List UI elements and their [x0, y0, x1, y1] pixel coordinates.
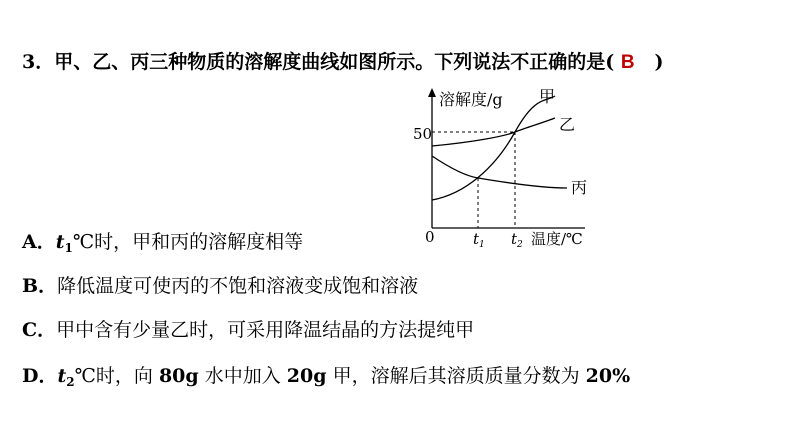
question-stem [22, 50, 663, 75]
x-tick-label-t2: $t_2$ [511, 230, 523, 250]
series-label-jia: 甲 [539, 87, 556, 106]
curve-bing [432, 156, 567, 188]
option-a-temp-symbol: t [55, 231, 65, 253]
option-d: D．$t_2℃$时，向 80g 水中加入 20g 甲，溶解后其溶质质量分数为 20% [22, 365, 631, 389]
option-b-text: 降低温度可使丙的不饱和溶液变成饱和溶液 [57, 275, 419, 297]
option-c-text: 甲中含有少量乙时，可采用降温结晶的方法提纯甲 [56, 319, 475, 341]
curve-jia [432, 96, 555, 200]
series-label-yi: 乙 [559, 115, 576, 134]
option-d-temp-symbol: t [57, 365, 67, 387]
y-axis-arrow [428, 88, 436, 97]
question-number: 3 [22, 51, 36, 73]
option-a-text: ℃时，甲和丙的溶解度相等 [72, 231, 304, 253]
y-tick-label-50: 50 [413, 125, 433, 143]
question-text: 甲、乙、丙三种物质的溶解度曲线如图所示。下列说法不正确的是( [54, 51, 615, 73]
option-a-letter: A [22, 231, 37, 253]
question-dot: ． [35, 51, 55, 73]
option-c-letter: C [22, 319, 38, 341]
option-a: A．$t_1℃$时，甲和丙的溶解度相等 [22, 231, 304, 255]
answer-label: B [620, 52, 635, 73]
option-d-letter: D [22, 365, 39, 387]
y-axis-label: 溶解度/g [439, 90, 503, 109]
option-b-letter: B [22, 275, 39, 297]
origin-label: 0 [425, 228, 435, 246]
option-b: B．降低温度可使丙的不饱和溶液变成饱和溶液 [22, 275, 419, 297]
series-label-bing: 丙 [571, 178, 588, 197]
solubility-chart [395, 82, 605, 250]
x-tick-label-t1: $t_1$ [473, 230, 485, 250]
option-c: C．甲中含有少量乙时，可采用降温结晶的方法提纯甲 [22, 319, 475, 341]
x-axis-label: 温度/℃ [531, 230, 583, 248]
question-close-paren: ) [654, 51, 664, 73]
